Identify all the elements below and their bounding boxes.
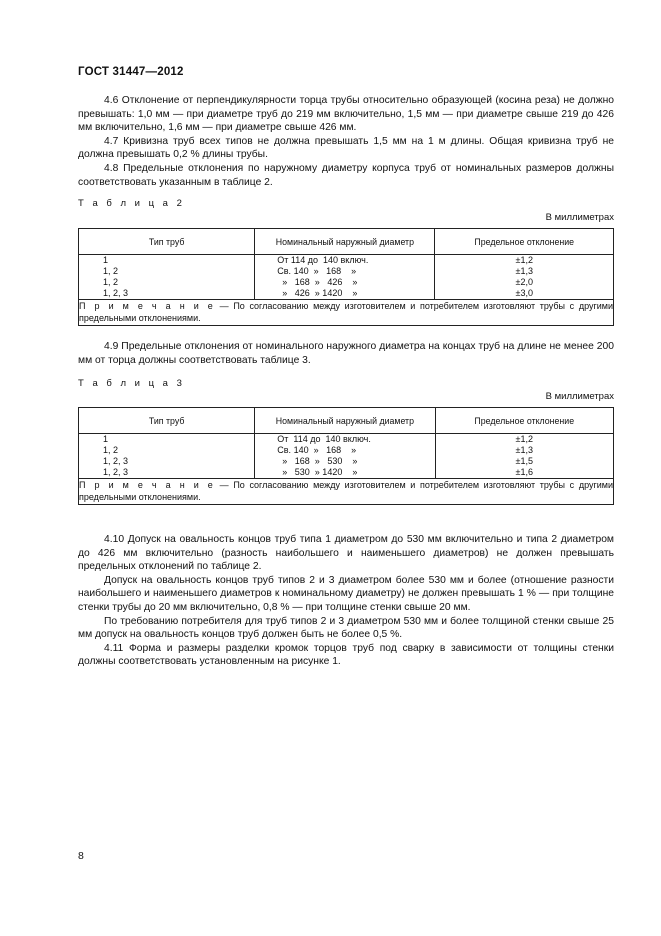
table2-header-row: [79, 229, 614, 255]
table2-deviation-value: ±3,0: [515, 287, 533, 298]
table2-header-deviation: Предельное отклонение: [435, 229, 614, 255]
table3-units: В миллиметрах: [545, 391, 614, 402]
table2-note-label: П р и м е ч а н и е: [79, 300, 216, 311]
table2-type-value: 1: [103, 255, 109, 265]
table2-note-row: [79, 299, 614, 325]
table3-diameter-value: » 168 » 530 »: [277, 455, 358, 466]
paragraph-4-11: 4.11 Форма и размеры разделки кромок торцов труб под сварку в зависимости от толщины стенки должны соответствовать установленным на рисунке 1.: [78, 642, 614, 668]
table2-deviation-value: ±1,2: [515, 255, 533, 265]
table3-type-cell: [79, 434, 255, 479]
table3-header-deviation: Предельное отклонение: [435, 408, 613, 434]
table2-caption: Т а б л и ц а 2: [78, 198, 185, 209]
table3-caption: Т а б л и ц а 3: [78, 378, 185, 389]
table3-deviation-cell: [435, 434, 613, 479]
document-header: ГОСТ 31447—2012: [78, 66, 184, 78]
table2-type-value: 1, 2: [103, 265, 119, 276]
table3-type-value: 1: [103, 434, 109, 444]
table3-note-text: — По согласованию между изготовителем и потребителем изготовляют трубы с другими предельными отклонениями.: [79, 479, 614, 503]
table2-deviation-cell: [435, 255, 614, 300]
table2-units: В миллиметрах: [545, 212, 614, 223]
paragraph-mid: [78, 340, 614, 367]
table3-deviation-value: ±1,2: [515, 434, 533, 444]
paragraph-ovality-types-2-3: Допуск на овальность концов труб типов 2 и 3 диаметром более 530 мм и более (отношение разности наибольшего и наименьшего диаметров к номинальному диаметру) не должен превышать 1 % — при толщине стенки трубы до 20 мм включительно, 0,8 % — при толщине стенки свыше 20 мм.: [78, 574, 614, 613]
table2-deviation-value: ±1,3: [515, 265, 533, 276]
table2-type-cell: [79, 255, 255, 300]
paragraphs-top: [78, 94, 614, 189]
table2-deviation-value: ±2,0: [515, 276, 533, 287]
table3-header-diameter: Номинальный наружный диаметр: [255, 408, 435, 434]
table3-diameter-value: От 114 до 140 включ.: [277, 434, 371, 444]
table3-body-row: [79, 434, 614, 479]
table2-note-text: — По согласованию между изготовителем и потребителем изготовляют трубы с другими предельными отклонениями.: [79, 300, 614, 324]
table3-note: [79, 478, 614, 504]
paragraph-4-9: 4.9 Предельные отклонения от номинального наружного диаметра на концах труб на длине не менее 200 мм от торца должны соответствовать таблице 3.: [78, 341, 614, 366]
table3-deviation-value: ±1,5: [515, 455, 533, 466]
table3: [78, 407, 614, 505]
paragraph-4-10: 4.10 Допуск на овальность концов труб типа 1 диаметром до 530 мм включительно и типа 2 диаметром до 426 мм включительно (разность наибольшего и наименьшего диаметров) не должен превышать предельных отклонений по таблице 2.: [78, 534, 614, 573]
paragraphs-bottom: [78, 533, 614, 669]
table2-diameter-value: » 426 » 1420 »: [277, 287, 358, 298]
table2-note: [79, 299, 614, 325]
table2-diameter-value: От 114 до 140 включ.: [277, 255, 369, 265]
page-number: 8: [78, 850, 84, 862]
table2-diameter-value: Св. 140 » 168 »: [277, 265, 357, 276]
table3-diameter-cell: [255, 434, 435, 479]
table3-deviation-value: ±1,3: [515, 444, 533, 455]
paragraph-4-6: 4.6 Отклонение от перпендикулярности торца трубы относительно образующей (косина реза) не должно превышать: 1,0 мм — при диаметре труб до 219 мм включительно, 1,5 мм — при диаметре свыше 219 до 426 мм включительно, 1,6 мм — при диаметре свыше 426 мм.: [78, 95, 614, 134]
paragraph-consumer-request: По требованию потребителя для труб типов 2 и 3 диаметром 530 мм и более толщиной стенки свыше 25 мм допуск на овальность концов труб должен быть не более 0,5 %.: [78, 615, 614, 641]
table3-diameter-value: » 530 » 1420 »: [277, 466, 358, 477]
table2-type-value: 1, 2, 3: [103, 287, 129, 298]
table3-header-row: [79, 408, 614, 434]
table3-note-label: П р и м е ч а н и е: [79, 479, 216, 490]
table2-header-type: Тип труб: [79, 229, 255, 255]
table3-diameter-value: Св. 140 » 168 »: [277, 444, 357, 455]
table2-type-value: 1, 2: [103, 276, 119, 287]
table2-diameter-cell: [255, 255, 435, 300]
table3-note-row: [79, 478, 614, 504]
table3-deviation-value: ±1,6: [515, 466, 533, 477]
paragraph-4-8: 4.8 Предельные отклонения по наружному диаметру корпуса труб от номинальных размеров должны соответствовать указанным в таблице 2.: [78, 162, 614, 188]
table2-body-row: [79, 255, 614, 300]
table2: [78, 228, 614, 326]
table2-header-diameter: Номинальный наружный диаметр: [255, 229, 435, 255]
table2-diameter-value: » 168 » 426 »: [277, 276, 358, 287]
table3-type-value: 1, 2, 3: [103, 455, 129, 466]
table3-type-value: 1, 2: [103, 444, 119, 455]
table3-type-value: 1, 2, 3: [103, 466, 129, 477]
paragraph-4-7: 4.7 Кривизна труб всех типов не должна превышать 1,5 мм на 1 м длины. Общая кривизна труб не должна превышать 0,2 % длины трубы.: [78, 135, 614, 161]
table3-header-type: Тип труб: [79, 408, 255, 434]
